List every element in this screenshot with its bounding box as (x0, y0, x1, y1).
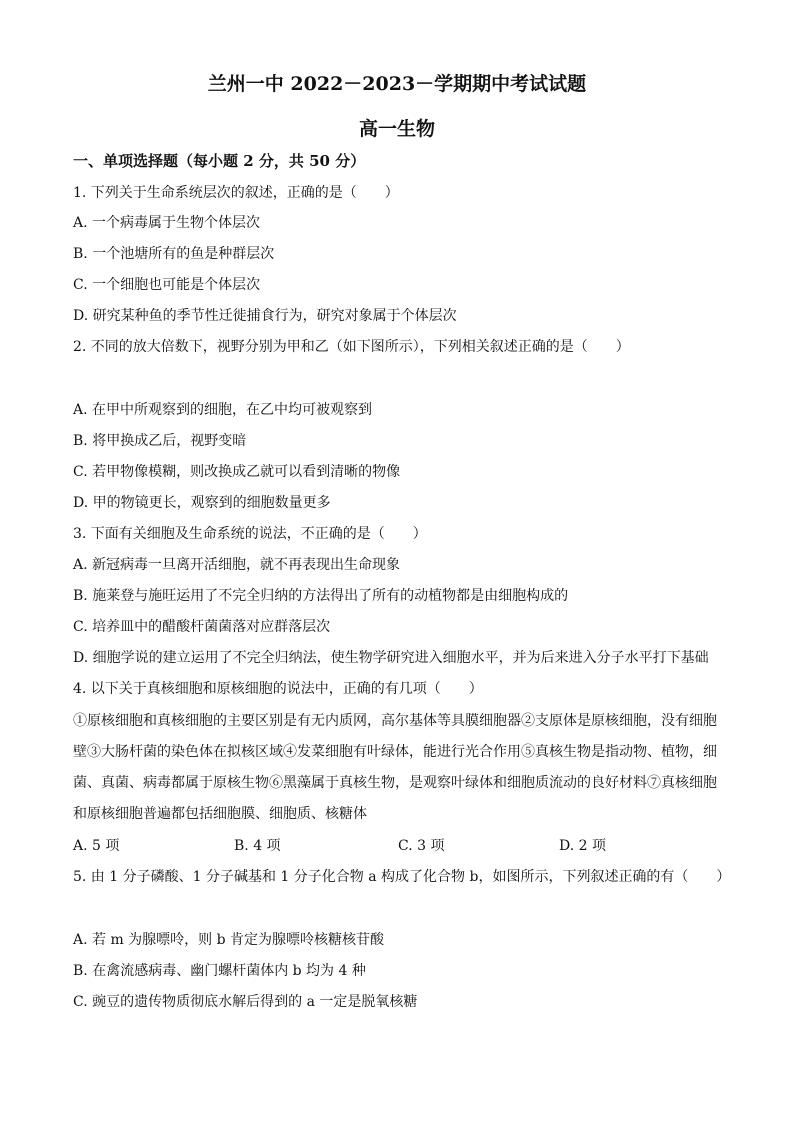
q3-option-a: A. 新冠病毒一旦离开活细胞，就不再表现出生命现象 (73, 557, 401, 573)
q3-option-d: D. 细胞学说的建立运用了不完全归纳法，使生物学研究进入细胞水平，并为后来进入分子水平打下基础 (73, 650, 709, 666)
q4-body-line-3: 菌、真菌、病毒都属于原核生物⑥黑藻属于真核生物，是观察叶绿体和细胞质流动的良好材料⑦真核细胞 (73, 775, 717, 791)
q2-option-a: A. 在甲中所观察到的细胞，在乙中均可被观察到 (73, 402, 373, 418)
q4-option-b: B. 4 项 (234, 838, 281, 854)
q2-option-d: D. 甲的物镜更长，观察到的细胞数量更多 (73, 495, 331, 511)
q1-option-a: A. 一个病毒属于生物个体层次 (73, 215, 261, 231)
q4-options (73, 837, 733, 855)
q1-option-b: B. 一个池塘所有的鱼是种群层次 (73, 246, 275, 262)
q4-option-a: A. 5 项 (73, 838, 120, 854)
exam-subtitle: 高一生物 (358, 118, 435, 140)
q5-option-c: C. 豌豆的遗传物质彻底水解后得到的 a 一定是脱氧核糖 (73, 994, 418, 1010)
q4-body-line-4: 和原核细胞普遍都包括细胞膜、细胞质、核糖体 (73, 806, 367, 822)
q3-option-c: C. 培养皿中的醋酸杆菌菌落对应群落层次 (73, 619, 331, 635)
section-heading: 一、单项选择题（每小题 2 分，共 50 分） (73, 152, 366, 170)
q2-option-c: C. 若甲物像模糊，则改换成乙就可以看到清晰的物像 (73, 464, 401, 480)
q4-stem: 4. 以下关于真核细胞和原核细胞的说法中，正确的有几项（ ） (73, 681, 483, 697)
q5-option-b: B. 在禽流感病毒、幽门螺杆菌体内 b 均为 4 种 (73, 963, 366, 979)
q2-stem: 2. 不同的放大倍数下，视野分别为甲和乙（如下图所示），下列相关叙述正确的是（ ） (73, 339, 630, 355)
q4-body-line-1: ①原核细胞和真核细胞的主要区别是有无内质网，高尔基体等具膜细胞器②支原体是原核细胞，没有细胞 (73, 713, 717, 729)
q4-option-d: D. 2 项 (559, 838, 606, 854)
q5-stem: 5. 由 1 分子磷酸、1 分子碱基和 1 分子化合物 a 构成了化合物 b，如图所示，下列叙述正确的有（ ） (73, 869, 731, 885)
exam-title: 兰州一中 2022－2023－学期期中考试试题 (207, 73, 587, 95)
q3-option-b: B. 施莱登与施旺运用了不完全归纳的方法得出了所有的动植物都是由细胞构成的 (73, 588, 569, 604)
q3-stem: 3. 下面有关细胞及生命系统的说法，不正确的是（ ） (73, 526, 427, 542)
q4-option-c: C. 3 项 (398, 838, 445, 854)
q1-option-d: D. 研究某种鱼的季节性迁徙捕食行为，研究对象属于个体层次 (73, 308, 457, 324)
q1-option-c: C. 一个细胞也可能是个体层次 (73, 277, 261, 293)
q2-option-b: B. 将甲换成乙后，视野变暗 (73, 433, 247, 449)
q1-stem: 1. 下列关于生命系统层次的叙述，正确的是（ ） (73, 185, 399, 201)
q4-body-line-2: 壁③大肠杆菌的染色体在拟核区域④发菜细胞有叶绿体，能进行光合作用⑤真核生物是指动物、植物，细 (73, 744, 717, 760)
q5-option-a: A. 若 m 为腺嘌呤，则 b 肯定为腺嘌呤核糖核苷酸 (73, 932, 385, 948)
